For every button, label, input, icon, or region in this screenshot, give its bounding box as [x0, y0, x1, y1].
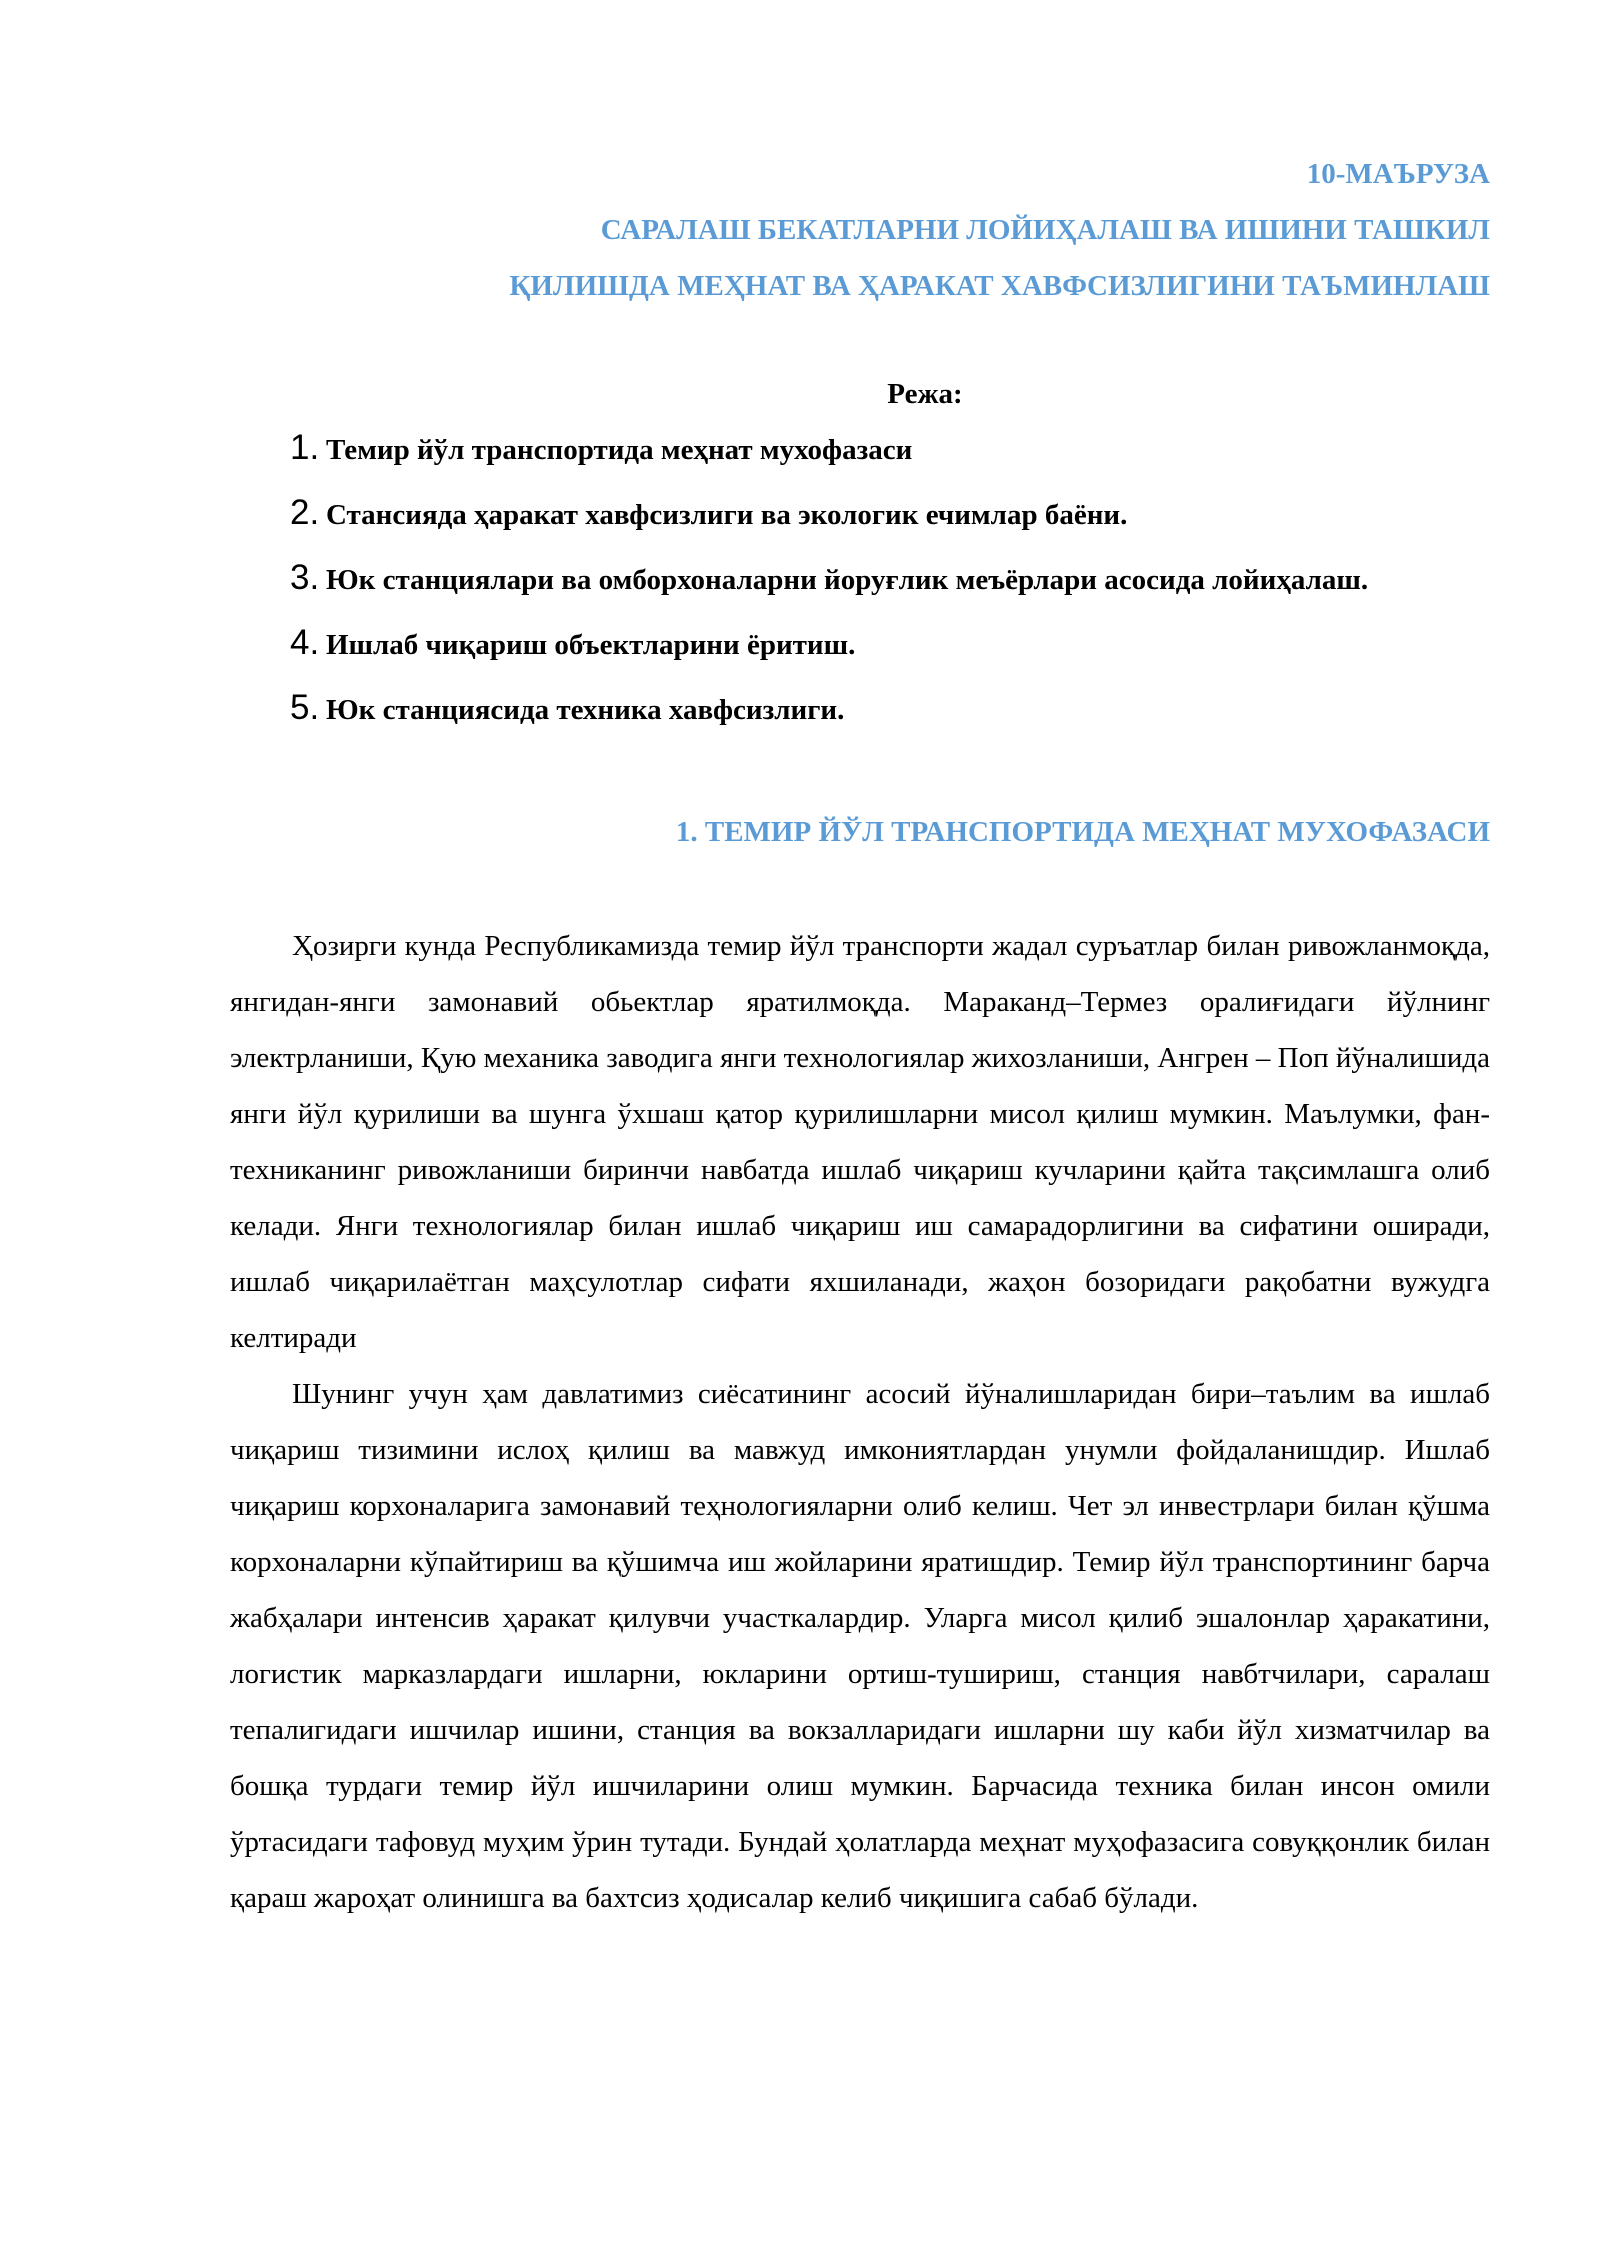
plan-item-4: [290, 623, 1490, 688]
lecture-title-line-1: САРАЛАШ БЕКАТЛАРНИ ЛОЙИҲАЛАШ ВА ИШИНИ ТАШКИЛ: [600, 214, 1490, 246]
lecture-title-line-2: ҚИЛИШДА МЕҲНАТ ВА ҲАРАКАТ ХАВФСИЗЛИГИНИ ТАЪМИНЛАШ: [509, 270, 1490, 302]
section-body: [230, 918, 1490, 1926]
plan-item-number: 3.: [290, 558, 320, 597]
section-heading: 1. ТЕМИР ЙЎЛ ТРАНСПОРТИДА МЕҲНАТ МУХОФАЗАСИ: [675, 816, 1490, 848]
document-page: [230, 0, 1490, 2262]
plan-item-number: 2.: [290, 493, 320, 532]
lecture-heading: [230, 146, 1490, 314]
plan-item-text: Темир йўл транспортида меҳнат мухофазаси: [326, 434, 913, 466]
plan-list: [290, 428, 1490, 753]
lecture-number: 10-МАЪРУЗА: [1306, 158, 1490, 190]
body-paragraph-1: Ҳозирги кунда Республикамизда темир йўл транспорти жадал суръатлар билан ривожланмоқда, янгидан-янги замонавий обьектлар яратилмоқда. Мараканд–Термез оралиғидаги йўлнинг электрланиши, Қую механика заводига янги технологиялар жихозланиши, Ангрен – Поп йўналишида янги йўл қурилиши ва шунга ўхшаш қатор қурилишларни мисол қилиш мумкин. Маълумки, фан-техниканинг ривожланиши биринчи навбатда ишлаб чиқариш кучларини қайта тақсимлашга олиб келади. Янги технологиялар билан ишлаб чиқариш иш самарадорлигини ва сифатини оширади, ишлаб чиқарилаётган маҳсулотлар сифати яхшиланади, жаҳон бозоридаги рақобатни вужудга келтиради: [230, 930, 1490, 1354]
plan-item-number: 4.: [290, 623, 320, 662]
plan-item-number: 5.: [290, 688, 320, 727]
plan-item-number: 1.: [290, 428, 320, 467]
plan-item-text: Стансияда ҳаракат хавфсизлиги ва экологик ечимлар баёни.: [326, 499, 1128, 531]
plan-item-text: Ишлаб чиқариш объектларини ёритиш.: [326, 629, 856, 661]
plan-item-1: [290, 428, 1490, 493]
plan-item-2: [290, 493, 1490, 558]
plan-title: Режа:: [887, 378, 963, 410]
plan-item-3: [290, 558, 1490, 623]
plan-item-text: Юк станциялари ва омборхоналарни йоруғлик меъёрлари асосида лойиҳалаш.: [326, 564, 1369, 596]
body-paragraph-2: Шунинг учун ҳам давлатимиз сиёсатининг асосий йўналишларидан бири–таълим ва ишлаб чиқариш тизимини ислоҳ қилиш ва мавжуд имкониятлардан унумли фойдаланишдир. Ишлаб чиқариш корхоналарига замонавий теҳнологияларни олиб келиш. Чет эл инвестрлари билан қўшма корхоналарни кўпайтириш ва қўшимча иш жойларини яратишдир. Темир йўл транспортининг барча жабҳалари интенсив ҳаракат қилувчи участкалардир. Уларга мисол қилиб эшалонлар ҳаракатини, логистик марказлардаги ишларни, юкларини ортиш-тушириш, станция навбтчилари, саралаш тепалигидаги ишчилар ишини, станция ва вокзалларидаги ишларни шу каби йўл хизматчилар ва бошқа турдаги темир йўл ишчиларини олиш мумкин. Барчасида техника билан инсон омили ўртасидаги тафовуд муҳим ўрин тутади. Бундай ҳолатларда меҳнат муҳофазасига совуққонлик билан қараш жароҳат олинишга ва бахтсиз ҳодисалар келиб чиқишига сабаб бўлади.: [230, 1378, 1490, 1914]
plan-item-text: Юк станциясида техника хавфсизлиги.: [326, 694, 845, 726]
plan-item-5: [290, 688, 1490, 753]
